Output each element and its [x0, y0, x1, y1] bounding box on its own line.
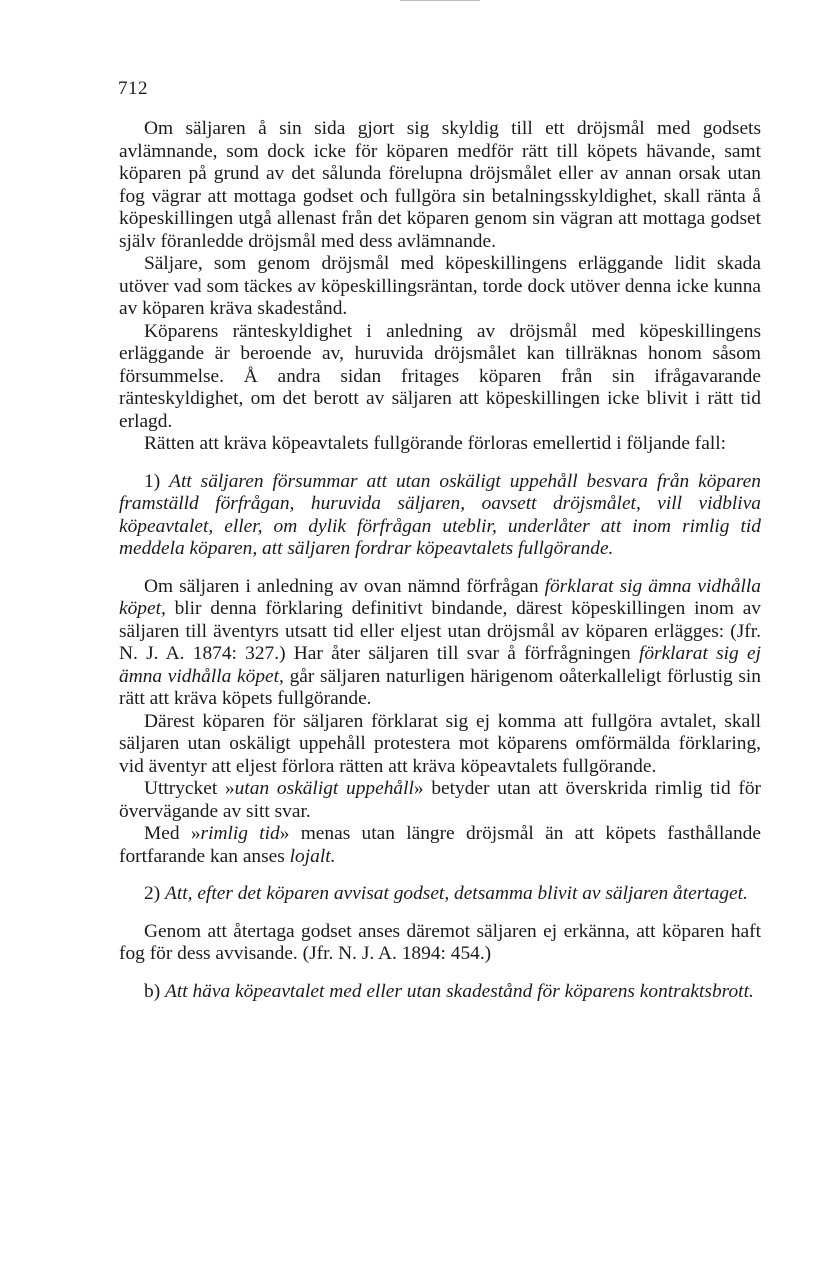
text-run: Säljare, som genom dröjsmål med köpeskillingens erläggande lidit skada utöver vad som täckes av köpeskillingsräntan, torde dock utöver denna icke kunna av köparen kräva skadestånd.: [119, 253, 761, 319]
italic-run: förklarat sig ämna vidhålla köpet,: [119, 575, 761, 619]
paragraph: [119, 118, 761, 253]
text-run: Med »: [144, 823, 201, 844]
paragraph: [119, 823, 761, 868]
italic-run: lojalt.: [289, 845, 336, 867]
text-run: b): [144, 980, 166, 1002]
text-run: Om säljaren å sin sida gjort sig skyldig till ett dröjsmål med godsets avlämnande, som dock icke för köparen medför rätt till köpets hävande, samt köparen på grund av det sålunda förelupna dröjsmålet eller av annan orsak utan fog vägrar att mottaga godset och fullgöra sin betalningsskyldighet, skall ränta å köpeskillingen utgå allenast från det köparen genom sin vägran att mottaga godset själv föranledde dröjsmål med dess avlämnande.: [119, 118, 761, 252]
text-run: går säljaren naturligen härigenom oåterkalleligt förlustig sin rätt att kräva köpets fullgörande.: [119, 665, 761, 709]
paragraph: [119, 576, 761, 711]
text-run: Köparens ränteskyldighet i anledning av dröjsmål med köpeskillingens erläggande är beroende av, huruvida dröjsmålet kan tillräknas honom såsom försummelse. Å andra sidan fritages köparen från sin ifrågavarande ränteskyldighet, om det berott av säljaren att köpeskillingen icke blivit i rätt tid erlagd.: [119, 320, 761, 432]
italic-run: utan oskäligt uppehåll: [234, 778, 414, 799]
paragraph: [119, 921, 761, 966]
paragraph: [119, 433, 761, 456]
text-run: 2): [144, 883, 166, 904]
paragraph: [119, 471, 761, 561]
italic-run: Att häva köpeavtalet med eller utan skadestånd för köparens kontraktsbrott.: [165, 980, 754, 1002]
paragraph: [119, 711, 761, 779]
paragraph: [119, 981, 761, 1004]
text-run: Därest köparen för säljaren förklarat sig ej komma att fullgöra avtalet, skall säljaren utan oskäligt uppehåll protestera mot köparens omförmälda förklaring, vid äventyr att eljest förlora rätten att kräva köpeavtalets fullgörande.: [119, 710, 761, 777]
body-text: [119, 118, 761, 1003]
text-run: 1): [144, 470, 170, 492]
text-run: Uttrycket »: [144, 778, 235, 799]
text-run: Genom att återtaga godset anses däremot säljaren ej erkänna, att köparen haft fog för dess avvisande. (Jfr. N. J. A. 1894: 454.): [119, 920, 761, 964]
page-number: 712: [118, 78, 148, 99]
text-run: blir denna förklaring definitivt bindande, därest köpeskillingen inom av säljaren till äventyrs utsatt tid eller eljest utan dröjsmål av köparen erlägges: (Jfr. N. J. A. 1874: 327.) Har åter säljaren till svar å förfrågningen: [119, 598, 761, 664]
paragraph: [119, 253, 761, 321]
italic-run: rimlig tid: [200, 823, 280, 844]
text-run: Rätten att kräva köpeavtalets fullgörande förloras emellertid i följande fall:: [144, 433, 727, 454]
text-run: Om säljaren i anledning av ovan nämnd förfrågan: [144, 575, 545, 597]
italic-run: Att, efter det köparen avvisat godset, detsamma blivit av säljaren återtaget.: [165, 883, 748, 904]
text-run: » menas utan längre dröjsmål än att köpets fasthållande fortfarande kan anses: [119, 823, 761, 867]
paragraph: [119, 883, 761, 906]
italic-run: Att säljaren försummar att utan oskäligt uppehåll besvara från köparen framställd förfrågan, huruvida säljaren, oavsett dröjsmålet, vill vidbliva köpeavtalet, eller, om dylik förfrågan uteblir, underlåter att inom rimlig tid meddela köparen, att säljaren fordrar köpeavtalets fullgörande.: [119, 470, 761, 559]
italic-run: förklarat sig ej ämna vidhålla köpet,: [119, 643, 761, 687]
paragraph: [119, 778, 761, 823]
paragraph: [119, 321, 761, 434]
text-run: » betyder utan att överskrida rimlig tid för övervägande av sitt svar.: [119, 778, 761, 822]
top-edge-mark: [400, 0, 480, 1]
